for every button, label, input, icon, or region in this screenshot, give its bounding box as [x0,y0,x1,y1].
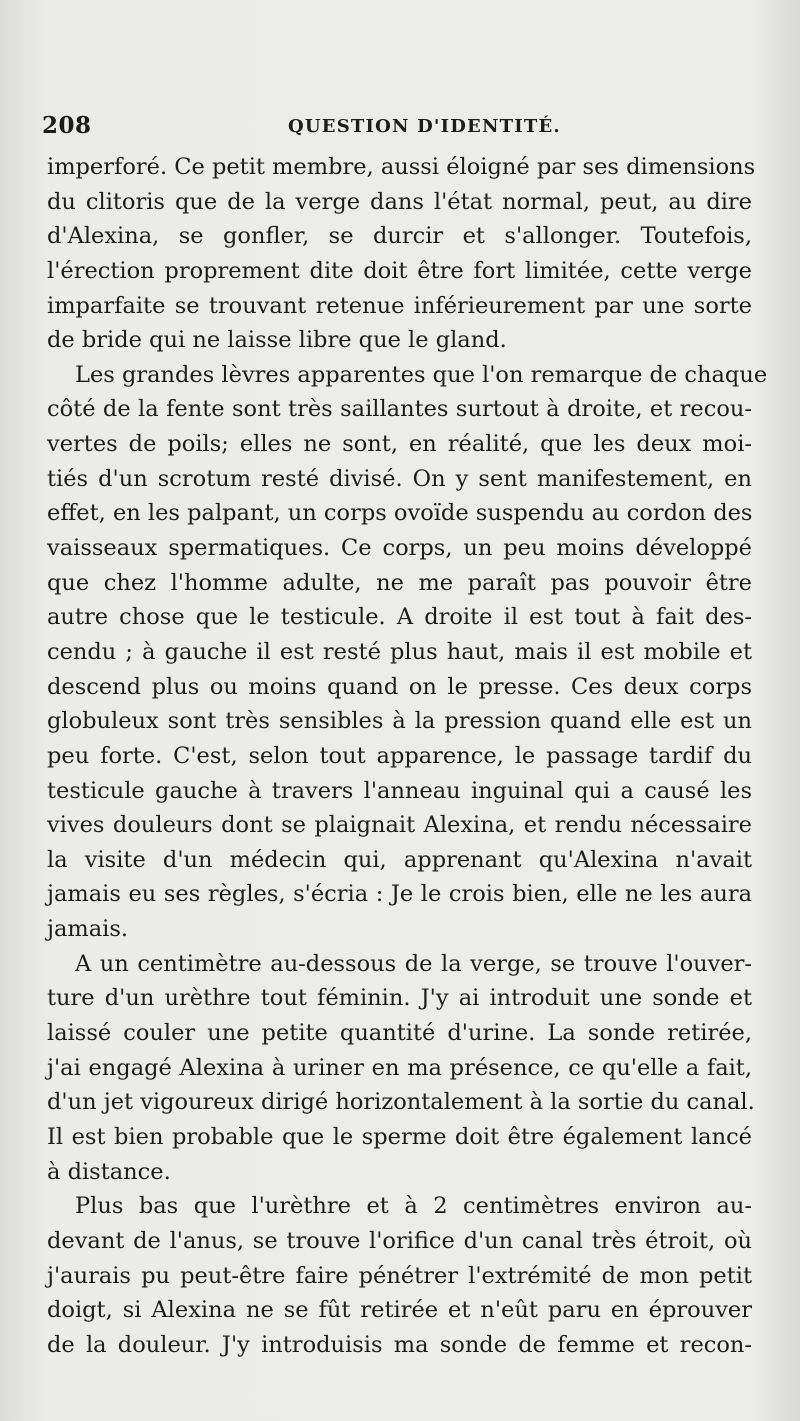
text-line: imparfaite se trouvant retenue inférieurement par une sorte [47,292,752,319]
text-line: testicule gauche à travers l'anneau inguinal qui a causé les [47,777,752,804]
text-line: Les grandes lèvres apparentes que l'on remarque de chaque [75,361,768,388]
text-line: à distance. [47,1158,171,1185]
text-line: l'érection proprement dite doit être fort limitée, cette verge [47,257,752,284]
text-line: d'un jet vigoureux dirigé horizontalement à la sortie du canal. [47,1089,755,1116]
text-line: vives douleurs dont se plaignait Alexina, et rendu nécessaire [47,812,752,839]
running-title: QUESTION D'IDENTITÉ. [288,116,561,137]
text-line: que chez l'homme adulte, ne me paraît pas pouvoir être [47,569,752,596]
text-line: doigt, si Alexina ne se fût retirée et n'eût paru en éprouver [47,1297,752,1324]
text-line: effet, en les palpant, un corps ovoïde suspendu au cordon des [47,500,753,527]
text-line: laissé couler une petite quantité d'urine. La sonde retirée, [47,1020,752,1047]
text-line: de la douleur. J'y introduisis ma sonde de femme et recon- [47,1331,752,1358]
paragraph [47,947,755,1189]
text-line: Plus bas que l'urèthre et à 2 centimètres environ au- [75,1193,752,1220]
text-line: j'ai engagé Alexina à uriner en ma présence, ce qu'elle a fait, [47,1054,752,1081]
paragraph [47,150,756,358]
text-line: d'Alexina, se gonfler, se durcir et s'allonger. Toutefois, [47,223,752,250]
text-line: jamais. [47,916,129,943]
text-line: ture d'un urèthre tout féminin. J'y ai introduit une sonde et [47,985,752,1012]
text-line: peu forte. C'est, selon tout apparence, le passage tardif du [47,742,752,769]
text-line: cendu ; à gauche il est resté plus haut, mais il est mobile et [47,638,752,665]
text-line: de bride qui ne laisse libre que le gland. [47,327,507,354]
page-header [42,112,756,142]
text-line: A un centimètre au-dessous de la verge, se trouve l'ouver- [75,950,752,977]
text-line: côté de la fente sont très saillantes surtout à droite, et recou- [47,396,752,423]
text-line: vertes de poils; elles ne sont, en réalité, que les deux moi- [47,431,752,458]
text-line: la visite d'un médecin qui, apprenant qu'Alexina n'avait [47,846,752,873]
text-line: devant de l'anus, se trouve l'orifice d'un canal très étroit, où [47,1227,752,1254]
paragraph [47,1189,752,1362]
text-line: autre chose que le testicule. A droite il est tout à fait des- [47,604,752,631]
paragraph [47,358,768,947]
text-line: globuleux sont très sensibles à la pression quand elle est un [47,708,752,735]
body-text [47,150,768,1362]
text-line: tiés d'un scrotum resté divisé. On y sent manifestement, en [47,465,752,492]
text-line: descend plus ou moins quand on le presse. Ces deux corps [47,673,752,700]
text-line: Il est bien probable que le sperme doit être également lancé [47,1123,752,1150]
text-line: du clitoris que de la verge dans l'état normal, peut, au dire [47,188,752,215]
text-line: j'aurais pu peut-être faire pénétrer l'extrémité de mon petit [47,1262,752,1289]
text-line: jamais eu ses règles, s'écria : Je le crois bien, elle ne les aura [47,881,752,908]
text-line: imperforé. Ce petit membre, aussi éloigné par ses dimensions [47,154,756,180]
text-line: vaisseaux spermatiques. Ce corps, un peu moins développé [47,535,752,562]
page-number: 208 [42,112,92,139]
